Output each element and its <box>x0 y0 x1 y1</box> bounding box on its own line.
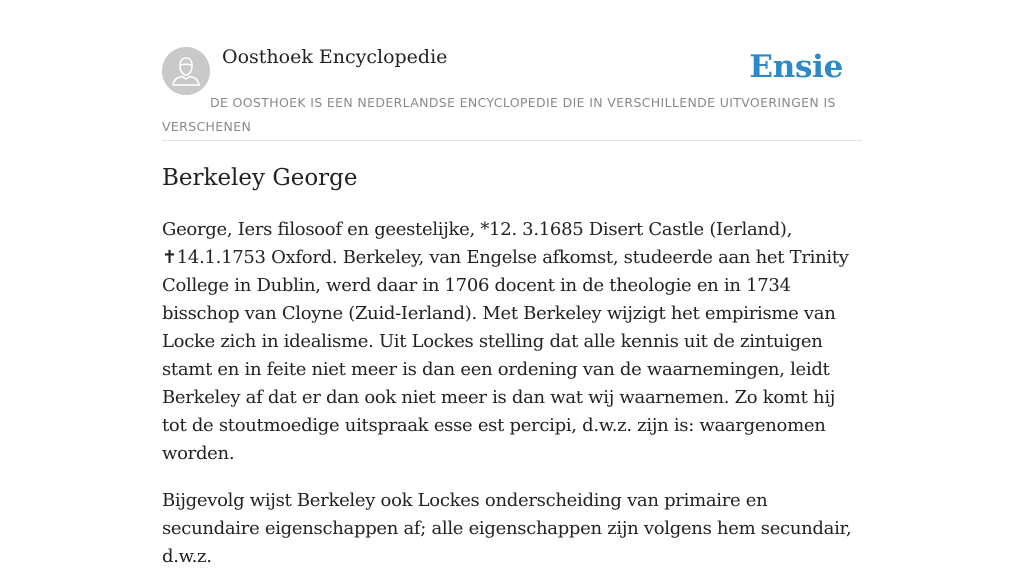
article-paragraph: George, Iers filosoof en geestelijke, *12. 3.1685 Disert Castle (Ierland), ✝14.1.1753 Oxford. Berkeley, van Engelse afkomst, studeerde aan het Trinity College in Dublin, werd daar in 1706 docent in de theologie en in 1734 bisschop van Cloyne (Zuid-Ierland). Met Berkeley wijzigt het empirisme van Locke zich in idealisme. Uit Lockes stelling dat alle kennis uit de zintuigen stamt en in feite niet meer is dan een ordening van de waarnemingen, leidt Berkeley af dat er dan ook niet meer is dan wat wij waarnemen. Zo komt hij tot de stoutmoedige uitspraak esse est percipi, d.w.z. zijn is: waargenomen worden. <box>162 219 849 464</box>
site-header <box>162 45 862 141</box>
article-paragraph: Bijgevolg wijst Berkeley ook Lockes onderscheiding van primaire en secundaire eigenschappen af; alle eigenschappen zijn volgens hem secundair, d.w.z. <box>162 490 852 567</box>
site-tagline: DE OOSTHOEK IS EEN NEDERLANDSE ENCYCLOPEDIE DIE IN VERSCHILLENDE UITVOERINGEN IS VERSCHENEN <box>162 95 836 134</box>
article-title: Berkeley George <box>162 165 358 191</box>
article <box>162 160 862 571</box>
brand-logo[interactable]: Ensie <box>749 49 843 85</box>
site-name[interactable]: Oosthoek Encyclopedie <box>222 46 448 68</box>
user-silhouette-icon[interactable] <box>162 47 210 95</box>
